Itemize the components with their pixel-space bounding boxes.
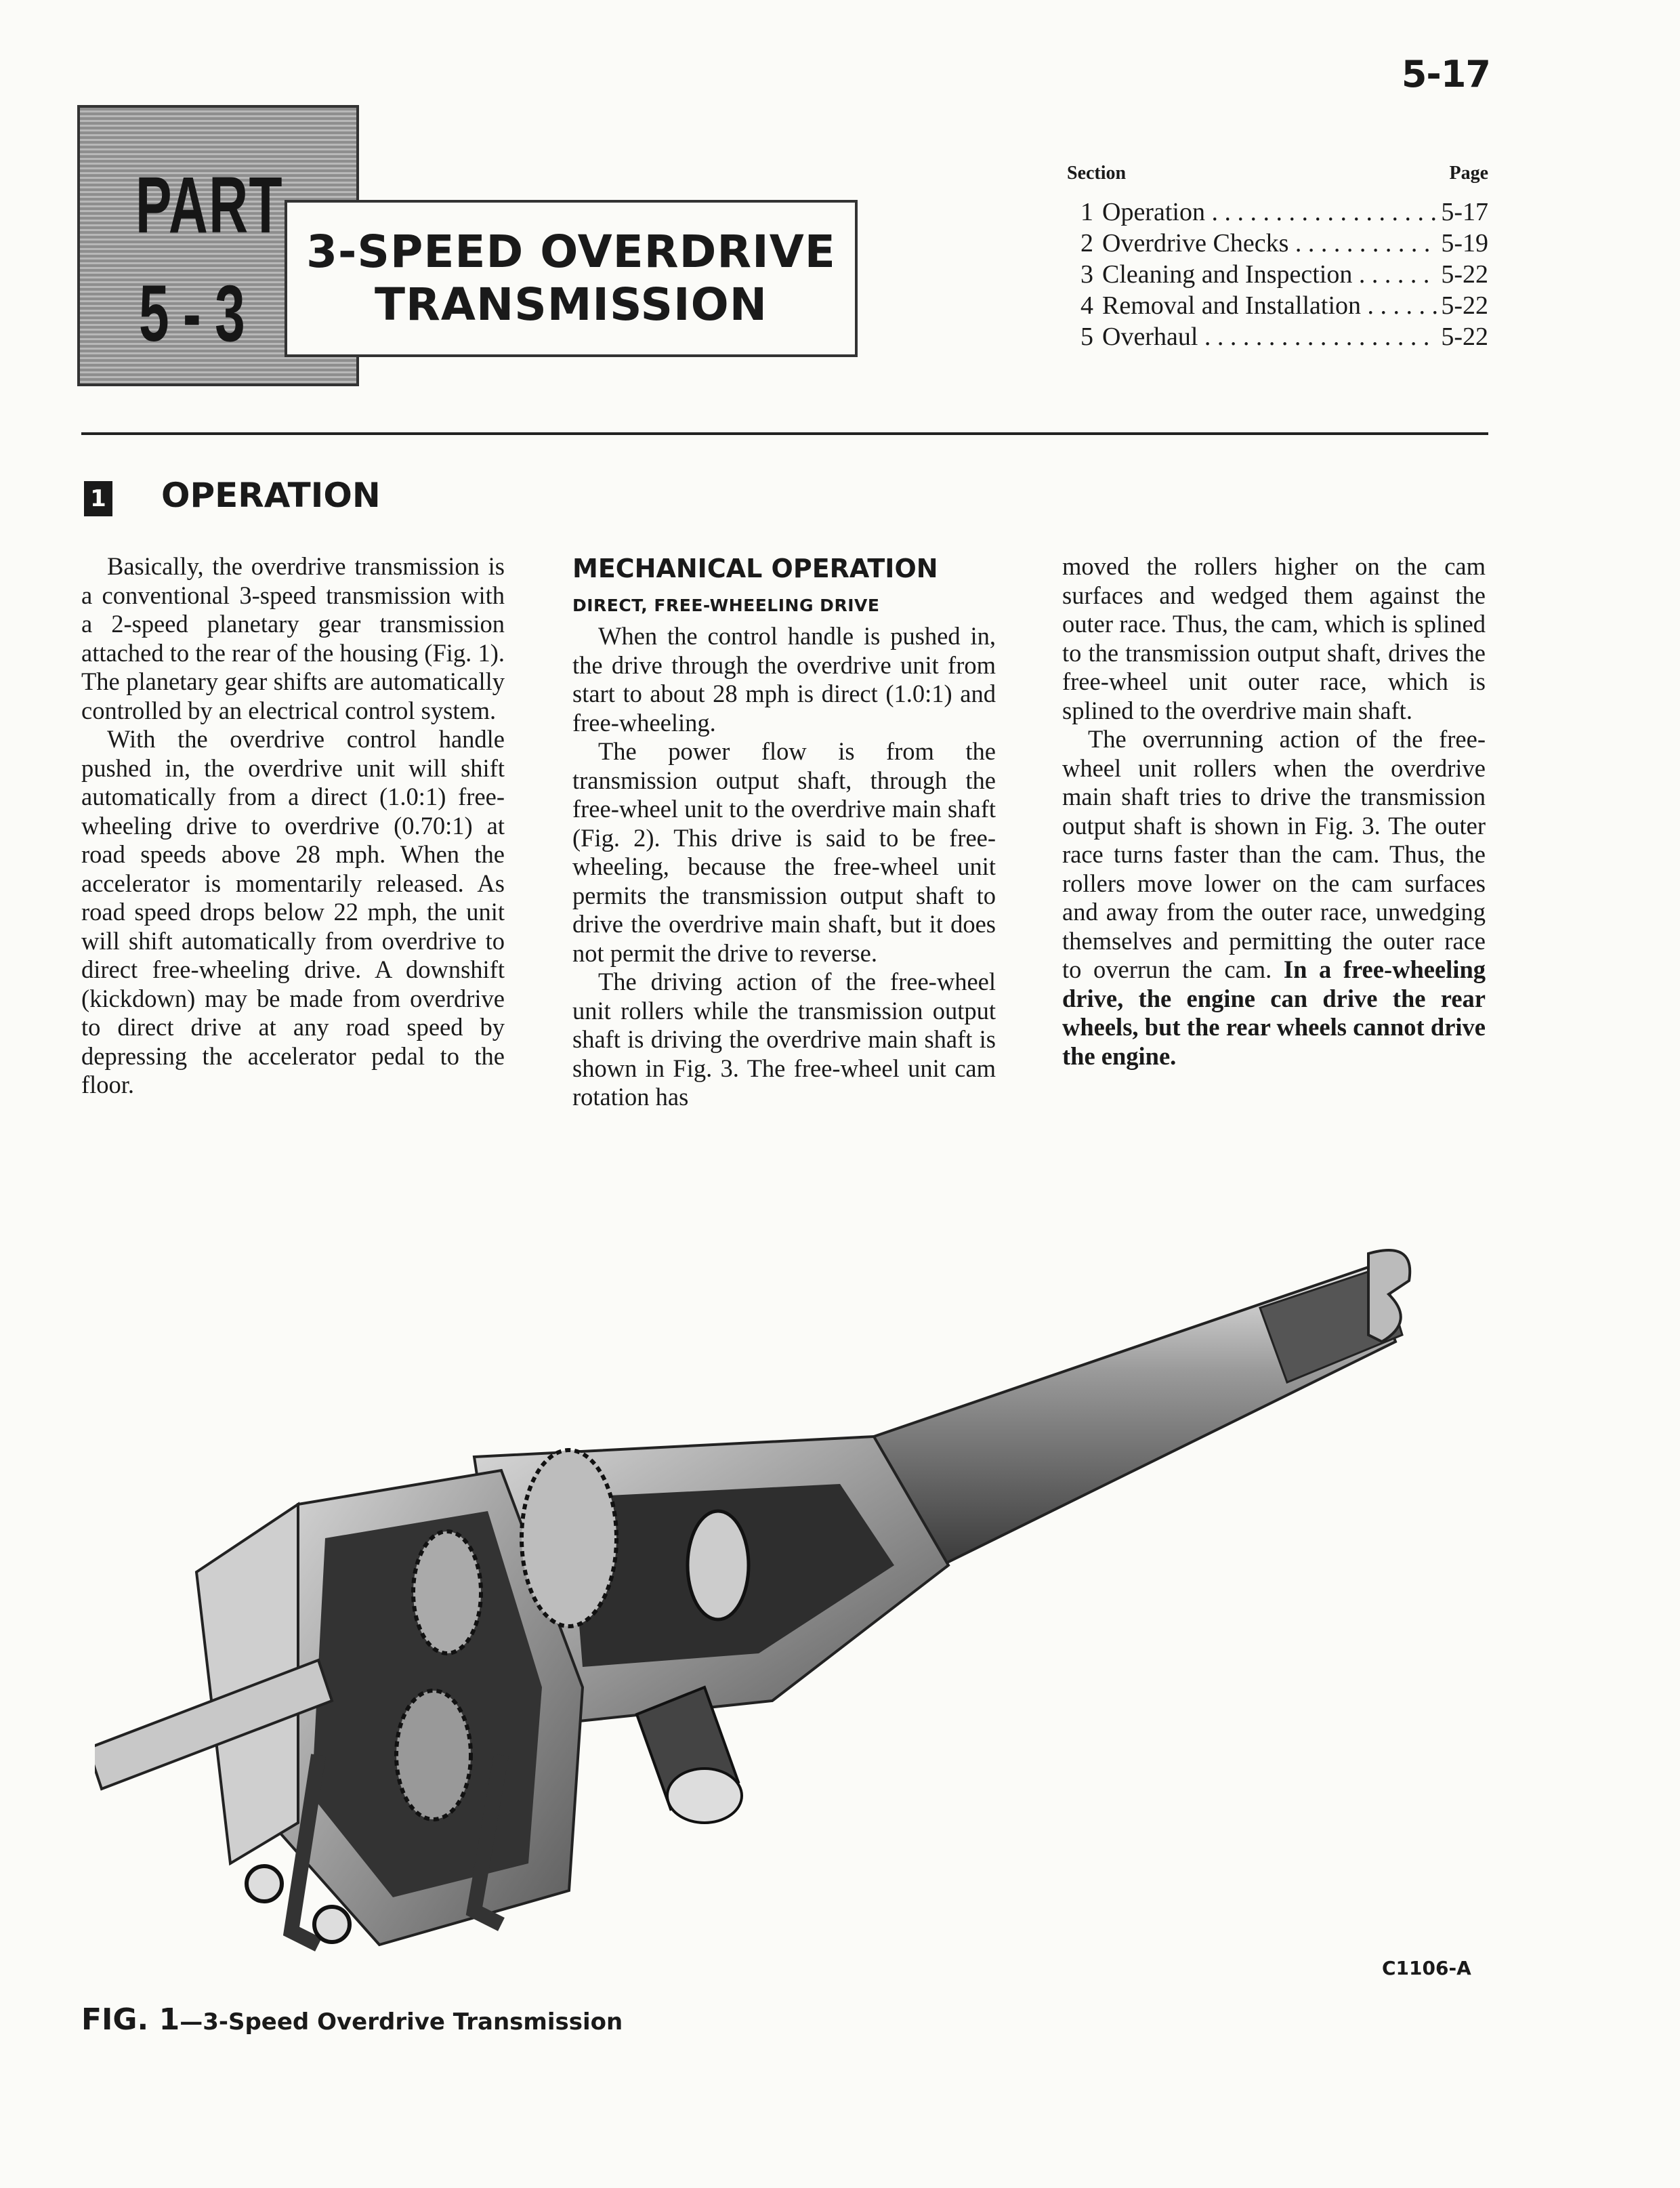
toc-label: Removal and Installation . . .	[1102, 290, 1437, 321]
section-title: OPERATION	[161, 476, 381, 515]
toc-label: Cleaning and Inspection . . .	[1102, 259, 1437, 290]
toc-page-header: Page	[1449, 163, 1488, 184]
figure-label: FIG. 1	[81, 2002, 180, 2037]
toc-num: 2	[1080, 229, 1093, 257]
subsection-subheading: DIRECT, FREE-WHEELING DRIVE	[572, 596, 880, 615]
toc-num: 1	[1080, 198, 1093, 226]
extension-housing	[874, 1250, 1410, 1565]
paragraph: The power flow is from the transmission output shaft, through the free-wheel unit to the overdrive main shaft (Fig. 2). This drive is said to be free-wheeling, because the free-wheel unit permits the transmission output shaft to drive the overdrive main shaft, but it does not permit the drive to reverse.	[572, 737, 996, 967]
part-number: 5-3	[139, 269, 259, 358]
toc-row[interactable]	[1067, 259, 1488, 290]
figure-caption-text: —3-Speed Overdrive Transmission	[180, 2008, 623, 2036]
chapter-title-line1: 3-SPEED OVERDRIVE	[306, 226, 836, 278]
solenoid	[637, 1687, 742, 1823]
toc-num: 3	[1080, 260, 1093, 289]
toc-row[interactable]	[1067, 197, 1488, 228]
toc-row[interactable]	[1067, 290, 1488, 321]
figure-caption	[81, 2002, 623, 2037]
toc-label: Operation . . .	[1102, 197, 1437, 228]
toc-row[interactable]	[1067, 321, 1488, 352]
paragraph: With the overdrive control handle pushed in, the overdrive unit will shift automatically from a direct (1.0:1) free-wheeling drive to overdrive (0.70:1) at road speeds above 28 mph. When the accelerator is momentarily released. As road speed drops below 22 mph, the unit will shift automatically from overdrive to direct free-wheeling drive. A downshift (kickdown) may be made from overdrive to direct drive at any road speed by depressing the accelerator pedal to the floor.	[81, 725, 505, 1098]
header-divider	[81, 432, 1488, 435]
chapter-title-line2: TRANSMISSION	[375, 278, 768, 331]
paragraph: The driving action of the free-wheel unit rollers while the transmission output shaft is driving the overdrive main shaft is shown in Fig. 3. The free-wheel unit cam rotation has	[572, 968, 996, 1111]
figure-code: C1106-A	[1382, 1957, 1471, 1979]
paragraph-text: The overrunning action of the free-wheel unit rollers when the overdrive main shaft tries to drive the transmission output shaft is shown in Fig. 3. The outer race turns faster than the cam. Thus, the rollers move lower on the cam surfaces and away from the outer race, unwedging themselves and permitting the outer race to overrun the cam.	[1062, 725, 1486, 983]
toc-label: Overdrive Checks . . .	[1102, 228, 1437, 259]
toc-page: 5-22	[1441, 323, 1488, 351]
toc-header	[1067, 163, 1488, 184]
paragraph-bold-text: In a free-wheeling drive, the engine can drive the rear wheels, but the rear wheels cannot drive the engine.	[1062, 955, 1486, 1070]
toc-num: 5	[1080, 323, 1093, 351]
toc-page: 5-19	[1441, 229, 1488, 257]
table-of-contents	[1067, 163, 1488, 352]
subsection-heading: MECHANICAL OPERATION	[572, 554, 938, 583]
toc-page: 5-17	[1441, 198, 1488, 226]
text-column-3	[1062, 552, 1486, 1071]
toc-label: Overhaul . . .	[1102, 321, 1437, 352]
part-label: PART	[135, 161, 283, 250]
text-column-2	[572, 552, 996, 1112]
paragraph: When the control handle is pushed in, the drive through the overdrive unit from start to about 28 mph is direct (1.0:1) and free-wheeling.	[572, 622, 996, 737]
toc-row[interactable]	[1067, 228, 1488, 259]
toc-page: 5-22	[1441, 291, 1488, 320]
paragraph: Basically, the overdrive transmission is a conventional 3-speed transmission with a 2-speed planetary gear transmission attached to the rear of the housing (Fig. 1). The planetary gear shifts are automatically controlled by an electrical control system.	[81, 552, 505, 724]
toc-section-header: Section	[1067, 163, 1127, 184]
toc-page: 5-22	[1441, 260, 1488, 289]
text-column-1	[81, 552, 505, 1100]
transmission-cutaway-illustration	[95, 1213, 1477, 2006]
chapter-title	[285, 200, 858, 357]
page-number: 5-17	[1401, 53, 1490, 96]
paragraph: moved the rollers higher on the cam surfaces and wedged them against the outer race. Thus, the cam, which is splined to the transmission output shaft, drives the free-wheel unit outer race, which is splined to the overdrive main shaft.	[1062, 552, 1486, 724]
paragraph	[1062, 725, 1486, 1071]
toc-num: 4	[1080, 291, 1093, 320]
section-number-badge: 1	[84, 481, 112, 516]
